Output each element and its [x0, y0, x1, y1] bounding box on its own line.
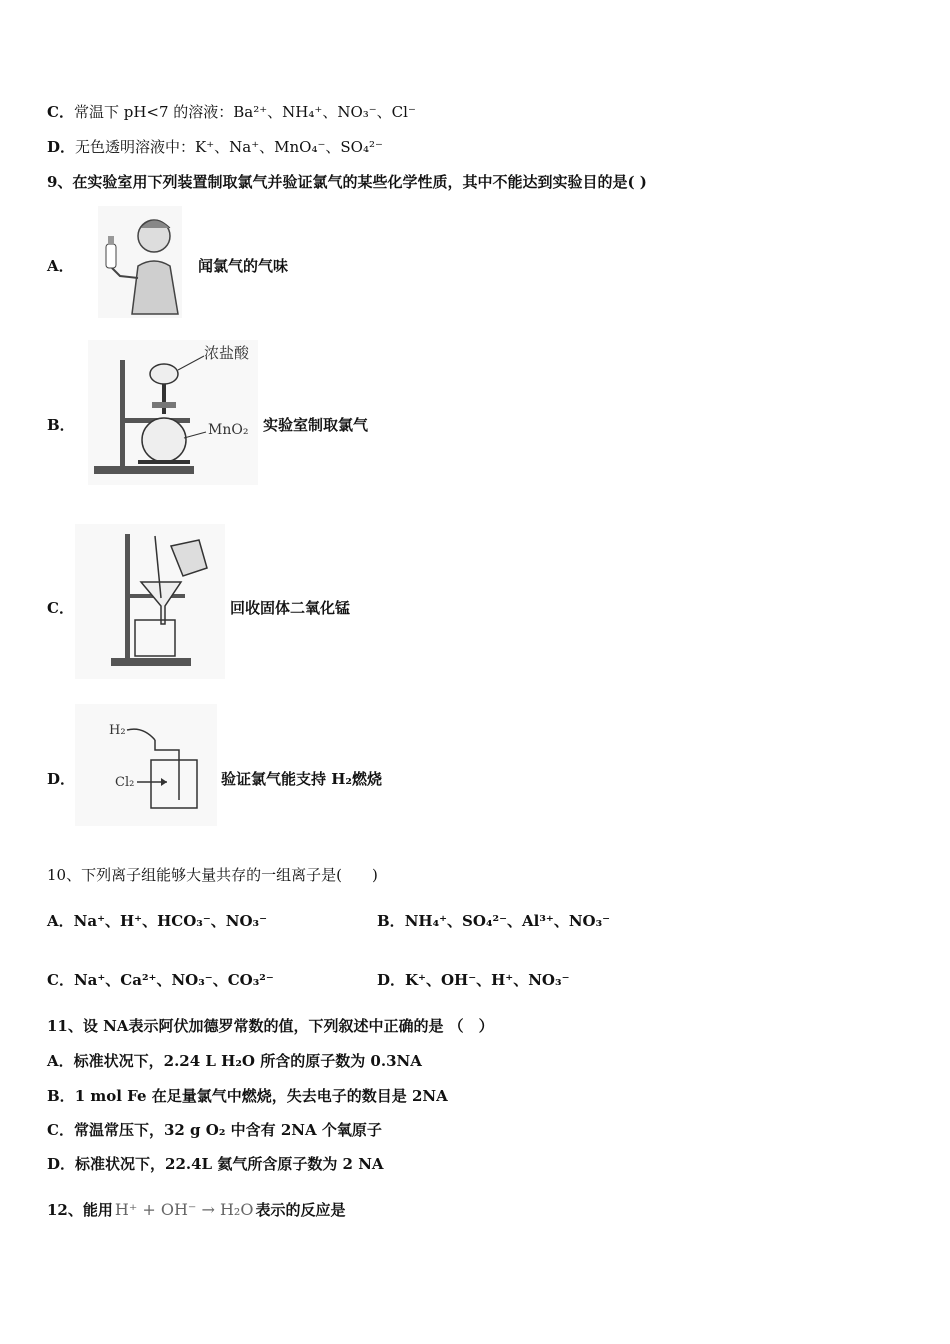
q11-option-a-text: 标准状况下，2.24 L H₂O 所含的原子数为 0.3NA [73, 1052, 422, 1070]
q11-option-a [47, 1051, 422, 1071]
q8-option-d [47, 137, 383, 157]
q9-option-d-caption: 验证氯气能支持 H₂燃烧 [221, 770, 382, 788]
q10-option-b [377, 911, 610, 931]
q10-stem-text: 10、下列离子组能够大量共存的一组离子是( ) [47, 866, 378, 884]
q10-option-b-text: NH₄⁺、SO₄²⁻、Al³⁺、NO₃⁻ [404, 912, 611, 930]
q11-option-b-text: 1 mol Fe 在足量氯气中燃烧，失去电子的数目是 2NA [74, 1087, 448, 1105]
q10-option-d-text: K⁺、OH⁻、H⁺、NO₃⁻ [405, 971, 570, 989]
q11-option-c-label: C． [47, 1121, 74, 1139]
q11-option-d-text: 标准状况下，22.4L 氦气所含原子数为 2 NA [75, 1155, 384, 1173]
q9-option-b-label: B． [47, 416, 75, 434]
q12-stem-prefix: 12、能用 [47, 1201, 113, 1219]
q9-option-c-label: C． [47, 599, 74, 617]
q10-option-a [47, 911, 267, 931]
q9-stem: 9、在实验室用下列装置制取氯气并验证氯气的某些化学性质，其中不能达到实验目的是( ) [47, 173, 647, 191]
q9-option-b-caption: 实验室制取氯气 [263, 416, 369, 434]
q11-option-d [47, 1154, 384, 1174]
q11-option-a-label: A． [47, 1052, 74, 1070]
q12-equation: H⁺ + OH⁻ → H₂O [114, 1200, 254, 1219]
q10-option-b-label: B． [377, 912, 405, 930]
q11-option-b [47, 1086, 448, 1106]
q11-stem: 11、设 NA表示阿伏加德罗常数的值，下列叙述中正确的是 （ ） [47, 1017, 494, 1035]
q11-option-c [47, 1120, 382, 1140]
q9-option-d-label: D． [47, 770, 76, 788]
q10-option-d-label: D． [377, 971, 406, 989]
q11-option-c-text: 常温常压下，32 g O₂ 中含有 2NA 个氧原子 [73, 1121, 382, 1139]
q8-option-c [47, 102, 416, 122]
label-h2: H₂ [109, 723, 126, 738]
q10-option-c-text: Na⁺、Ca²⁺、NO₃⁻、CO₃²⁻ [73, 971, 274, 989]
h2-burning-in-cl2-apparatus [75, 704, 217, 826]
q11-option-b-label: B． [47, 1087, 75, 1105]
q9-option-c-caption: 回收固体二氧化锰 [230, 599, 351, 617]
q9-option-a-caption: 闻氯气的气味 [198, 257, 289, 275]
label-cl2: Cl₂ [115, 775, 135, 790]
q9-option-a-label: A． [47, 257, 74, 275]
q10-option-c [47, 970, 274, 990]
person-smelling-figure [98, 206, 182, 318]
q10-option-a-label: A． [47, 912, 74, 930]
q10-option-a-text: Na⁺、H⁺、HCO₃⁻、NO₃⁻ [73, 912, 268, 930]
q8-option-d-label: D． [47, 138, 76, 156]
q8-option-c-label: C． [47, 103, 74, 121]
q8-option-d-text: 无色透明溶液中：K⁺、Na⁺、MnO₄⁻、SO₄²⁻ [75, 138, 383, 156]
label-conc-hcl: 浓盐酸 [204, 344, 250, 362]
q10-option-c-label: C． [47, 971, 74, 989]
q11-option-d-label: D． [47, 1155, 76, 1173]
q10-stem [47, 865, 378, 885]
q8-option-c-text: 常温下 pH<7 的溶液：Ba²⁺、NH₄⁺、NO₃⁻、Cl⁻ [73, 103, 416, 121]
filtration-apparatus [75, 524, 225, 679]
chlorine-generator-apparatus [88, 340, 258, 485]
q12-stem [47, 1200, 345, 1220]
label-mno2: MnO₂ [208, 422, 249, 438]
q12-stem-suffix: 表示的反应是 [255, 1201, 346, 1219]
q10-option-d [377, 970, 569, 990]
